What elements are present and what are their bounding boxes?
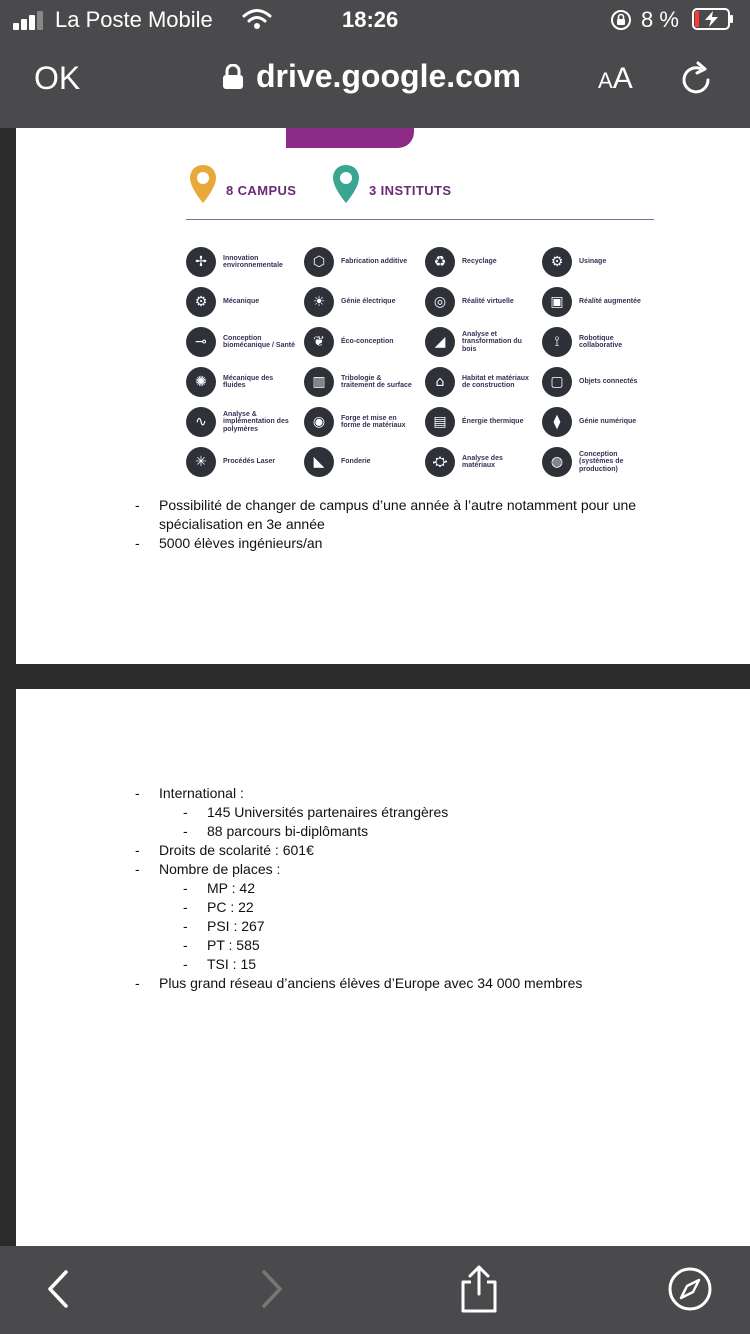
specialty-label: Énergie thermique bbox=[462, 418, 524, 426]
specialty-label: Réalité augmentée bbox=[579, 298, 641, 306]
robot-arm-icon: ⟟ bbox=[542, 327, 572, 357]
digital-icon: ⧫ bbox=[542, 407, 572, 437]
list-item: - International : bbox=[16, 784, 582, 803]
specialty-item bbox=[304, 287, 425, 317]
list-item: - Possibilité de changer de campus d’une année à l’autre notamment pour une spécialisation en 3e année bbox=[16, 496, 636, 534]
share-icon[interactable] bbox=[457, 1264, 501, 1314]
compass-icon[interactable] bbox=[667, 1266, 713, 1312]
specialty-grid bbox=[186, 247, 646, 477]
specialty-label: Mécanique bbox=[223, 298, 260, 306]
orientation-lock-icon bbox=[610, 9, 632, 31]
back-icon[interactable] bbox=[36, 1266, 82, 1312]
recycle-icon: ♻ bbox=[425, 247, 455, 277]
connected-object-icon: ▢ bbox=[542, 367, 572, 397]
specialty-item bbox=[186, 287, 304, 317]
list-item: - 88 parcours bi-diplômants bbox=[16, 822, 582, 841]
padlock-icon bbox=[222, 64, 244, 90]
specialty-item bbox=[186, 247, 304, 277]
forge-icon: ◉ bbox=[304, 407, 334, 437]
specialty-item bbox=[186, 407, 304, 437]
carrier-name: La Poste Mobile bbox=[55, 7, 213, 32]
specialty-item bbox=[425, 447, 542, 477]
url-text: drive.google.com bbox=[256, 58, 521, 94]
campus-label: 8 CAMPUS bbox=[226, 182, 297, 198]
specialty-item bbox=[425, 407, 542, 437]
biomechanics-icon: ⊸ bbox=[186, 327, 216, 357]
surface-treatment-icon: ▥ bbox=[304, 367, 334, 397]
specialty-item bbox=[542, 247, 646, 277]
divider bbox=[186, 219, 654, 220]
vr-headset-icon: ◎ bbox=[425, 287, 455, 317]
house-icon: ⌂ bbox=[425, 367, 455, 397]
specialty-label: Usinage bbox=[579, 258, 607, 266]
lightbulb-icon: ☀ bbox=[304, 287, 334, 317]
specialty-item bbox=[186, 447, 304, 477]
institute-count bbox=[331, 164, 451, 204]
specialty-item bbox=[425, 327, 542, 357]
thermal-icon: ▤ bbox=[425, 407, 455, 437]
specialty-item bbox=[304, 447, 425, 477]
specialty-item bbox=[542, 407, 646, 437]
page2-bullet-list bbox=[16, 784, 582, 993]
specialty-item bbox=[304, 407, 425, 437]
material-analysis-icon: ⛮ bbox=[425, 447, 455, 477]
specialty-label: Analyse & implémentation des polymères bbox=[223, 410, 289, 433]
specialty-item bbox=[542, 327, 646, 357]
specialty-label: Forge et mise en forme de matériaux bbox=[341, 414, 406, 429]
fluid-swirl-icon: ✺ bbox=[186, 367, 216, 397]
specialty-item bbox=[186, 367, 304, 397]
ar-glasses-icon: ▣ bbox=[542, 287, 572, 317]
clock: 18:26 bbox=[342, 7, 399, 32]
list-item: - TSI : 15 bbox=[16, 955, 582, 974]
specialty-label: Conception biomécanique / Santé bbox=[223, 334, 295, 349]
map-shape bbox=[286, 128, 414, 148]
address-bar[interactable] bbox=[222, 58, 521, 95]
specialty-item bbox=[304, 327, 425, 357]
map-pin-icon bbox=[188, 164, 218, 204]
battery-charging-icon bbox=[692, 8, 734, 30]
text-size-button[interactable] bbox=[598, 62, 633, 96]
lattice-icon: ⬡ bbox=[304, 247, 334, 277]
specialty-label: Fabrication additive bbox=[341, 258, 408, 266]
specialty-label: Innovation environnementale bbox=[223, 254, 283, 269]
list-item: - Plus grand réseau d’anciens élèves d’Europe avec 34 000 membres bbox=[16, 974, 582, 993]
document-viewer[interactable] bbox=[0, 128, 750, 1246]
list-item: - PT : 585 bbox=[16, 936, 582, 955]
gears-icon: ⚙ bbox=[186, 287, 216, 317]
specialty-item bbox=[425, 247, 542, 277]
map-pin-icon bbox=[331, 164, 361, 204]
specialty-label: Fonderie bbox=[341, 458, 371, 466]
specialty-item bbox=[542, 447, 646, 477]
casting-icon: ◣ bbox=[304, 447, 334, 477]
reload-icon[interactable] bbox=[678, 60, 714, 98]
specialty-item bbox=[542, 287, 646, 317]
specialty-label: Analyse des matériaux bbox=[462, 454, 503, 469]
campus-count bbox=[188, 164, 296, 204]
specialty-label: Tribologie & traitement de surface bbox=[341, 374, 412, 389]
specialty-label: Robotique collaborative bbox=[579, 334, 623, 349]
specialty-item bbox=[425, 367, 542, 397]
laser-icon: ✳ bbox=[186, 447, 216, 477]
browser-nav-bar bbox=[0, 40, 750, 128]
cellular-signal-icon bbox=[13, 10, 47, 30]
document-page-2 bbox=[16, 689, 750, 1246]
specialty-item bbox=[186, 327, 304, 357]
done-button[interactable]: OK bbox=[34, 60, 81, 96]
status-bar bbox=[0, 0, 750, 40]
list-item: - PC : 22 bbox=[16, 898, 582, 917]
wifi-icon bbox=[242, 8, 272, 30]
specialty-label: Génie numérique bbox=[579, 418, 637, 426]
list-item: - Nombre de places : bbox=[16, 860, 582, 879]
text-size-small: A bbox=[598, 68, 613, 93]
specialty-item bbox=[542, 367, 646, 397]
page1-bullet-list bbox=[16, 496, 636, 553]
list-item: - Droits de scolarité : 601€ bbox=[16, 841, 582, 860]
specialty-label: Recyclage bbox=[462, 258, 497, 266]
institute-label: 3 INSTITUTS bbox=[369, 182, 452, 198]
specialty-label: Procédés Laser bbox=[223, 458, 276, 466]
specialty-label: Conception (systèmes de production) bbox=[579, 450, 624, 473]
specialty-item bbox=[304, 247, 425, 277]
specialty-label: Réalité virtuelle bbox=[462, 298, 514, 306]
text-size-large: A bbox=[612, 62, 633, 95]
specialty-label: Éco-conception bbox=[341, 338, 394, 346]
specialty-item bbox=[425, 287, 542, 317]
list-item: - 5000 élèves ingénieurs/an bbox=[16, 534, 636, 553]
list-item: - PSI : 267 bbox=[16, 917, 582, 936]
list-item: - MP : 42 bbox=[16, 879, 582, 898]
wood-log-icon: ◢ bbox=[425, 327, 455, 357]
specialty-label: Mécanique des fluides bbox=[223, 374, 274, 389]
specialty-label: Objets connectés bbox=[579, 378, 638, 386]
specialty-item bbox=[304, 367, 425, 397]
list-item: - 145 Universités partenaires étrangères bbox=[16, 803, 582, 822]
hand-leaf-icon: ❦ bbox=[304, 327, 334, 357]
browser-toolbar bbox=[0, 1246, 750, 1334]
forward-icon[interactable] bbox=[248, 1266, 294, 1312]
polymer-chain-icon: ∿ bbox=[186, 407, 216, 437]
cnc-icon: ⚙ bbox=[542, 247, 572, 277]
specialty-label: Analyse et transformation du bois bbox=[462, 330, 522, 353]
production-system-icon: ◍ bbox=[542, 447, 572, 477]
document-page-1 bbox=[16, 128, 750, 664]
specialty-label: Habitat et matériaux de construction bbox=[462, 374, 529, 389]
battery-percent: 8 % bbox=[641, 7, 679, 32]
specialty-label: Génie électrique bbox=[341, 298, 396, 306]
wind-turbine-icon: ✢ bbox=[186, 247, 216, 277]
